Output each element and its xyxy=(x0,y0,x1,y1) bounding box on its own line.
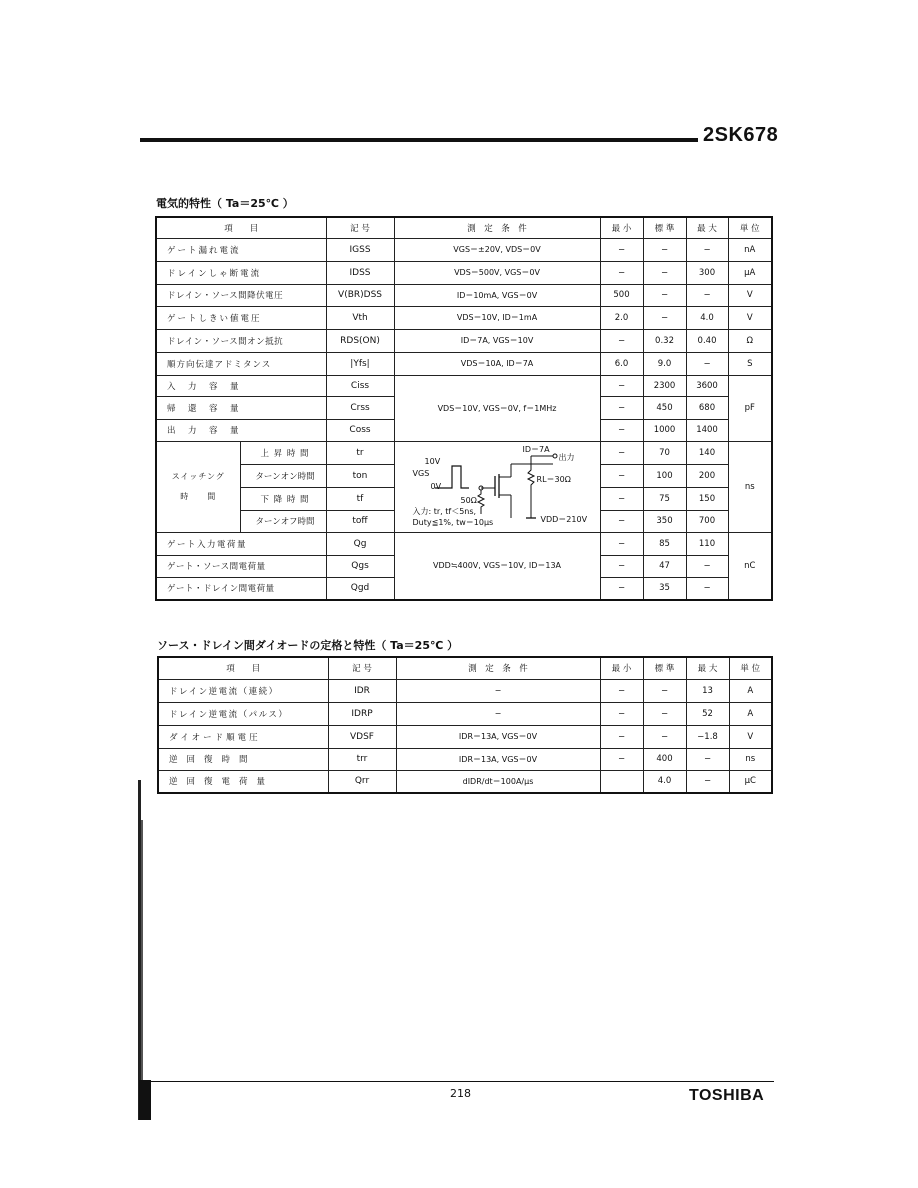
row-item: ドレイン・ソース間降伏電圧 xyxy=(156,284,326,306)
row-condition: ID＝10mA, VGS＝0V xyxy=(394,284,600,306)
row-typ: 70 xyxy=(643,441,686,464)
row-min: − xyxy=(600,679,643,702)
row-max: 4.0 xyxy=(686,306,728,329)
row-typ: 9.0 xyxy=(643,352,686,375)
row-item: ドレイン・ソース間オン抵抗 xyxy=(156,329,326,352)
row-typ: − xyxy=(643,679,686,702)
col-header-symbol: 記 号 xyxy=(328,657,396,679)
row-item: 出 力 容 量 xyxy=(156,419,326,441)
row-min: − xyxy=(600,375,643,396)
row-min: − xyxy=(600,464,643,487)
table-row xyxy=(158,725,772,748)
row-symbol: Crss xyxy=(326,396,394,419)
col-header-item: 項 目 xyxy=(158,657,328,679)
row-typ: − xyxy=(643,725,686,748)
row-min: − xyxy=(600,396,643,419)
row-item: ゲート・ドレイン間電荷量 xyxy=(156,577,326,600)
capacitance-unit: pF xyxy=(728,375,772,441)
row-typ: − xyxy=(643,702,686,725)
row-unit: V xyxy=(728,306,772,329)
row-item: 入 力 容 量 xyxy=(156,375,326,396)
load-resistance-label: RL＝30Ω xyxy=(536,474,571,484)
duty-label: Duty≦1%, tw＝10μs xyxy=(412,517,494,527)
row-min: − xyxy=(600,702,643,725)
row-max: 52 xyxy=(686,702,729,725)
row-min: − xyxy=(600,725,643,748)
row-min xyxy=(600,770,643,793)
row-unit: μC xyxy=(729,770,772,793)
row-symbol: V(BR)DSS xyxy=(326,284,394,306)
row-item: 下 降 時 間 xyxy=(240,487,326,510)
row-unit: μA xyxy=(728,261,772,284)
row-symbol: ton xyxy=(326,464,394,487)
table-row xyxy=(158,748,772,770)
row-max: − xyxy=(686,577,728,600)
col-header-unit: 単 位 xyxy=(729,657,772,679)
row-condition: ID＝7A, VGS＝10V xyxy=(394,329,600,352)
charge-unit: nC xyxy=(728,532,772,600)
supply-voltage-label: VDD＝210V xyxy=(540,514,588,524)
row-min: − xyxy=(600,577,643,600)
row-condition: VDS＝500V, VGS＝0V xyxy=(394,261,600,284)
row-condition: dIDR/dt＝100A/μs xyxy=(396,770,600,793)
col-header-item: 項 目 xyxy=(156,217,326,238)
row-symbol: Qrr xyxy=(328,770,396,793)
row-typ: 0.32 xyxy=(643,329,686,352)
row-condition: VGS＝±20V, VDS＝0V xyxy=(394,238,600,261)
row-unit: S xyxy=(728,352,772,375)
table-row xyxy=(156,375,772,396)
row-typ: − xyxy=(643,284,686,306)
row-min: − xyxy=(600,238,643,261)
row-item: ターンオフ時間 xyxy=(240,510,326,532)
row-unit: Ω xyxy=(728,329,772,352)
table-row xyxy=(156,261,772,284)
row-symbol: toff xyxy=(326,510,394,532)
table-row xyxy=(156,284,772,306)
row-symbol: IDSS xyxy=(326,261,394,284)
row-symbol: Qgd xyxy=(326,577,394,600)
row-max: 3600 xyxy=(686,375,728,396)
row-max: 700 xyxy=(686,510,728,532)
row-typ: 4.0 xyxy=(643,770,686,793)
row-min: 2.0 xyxy=(600,306,643,329)
row-typ: 85 xyxy=(643,532,686,555)
output-label: 出力 xyxy=(558,452,575,462)
row-max: 680 xyxy=(686,396,728,419)
row-condition: VDS＝10V, ID＝1mA xyxy=(394,306,600,329)
row-typ: 100 xyxy=(643,464,686,487)
circuit-diagram xyxy=(395,444,600,530)
row-item: ゲート漏れ電流 xyxy=(156,238,326,261)
row-max: 1400 xyxy=(686,419,728,441)
row-max: − xyxy=(686,284,728,306)
row-symbol: VDSF xyxy=(328,725,396,748)
gate-resistance-label: 50Ω xyxy=(460,495,477,505)
load-resistor xyxy=(528,464,534,492)
table-row xyxy=(158,679,772,702)
col-header-max: 最 大 xyxy=(686,657,729,679)
row-typ: 400 xyxy=(643,748,686,770)
col-header-max: 最 大 xyxy=(686,217,728,238)
switching-test-circuit xyxy=(394,441,600,532)
part-number: 2SK678 xyxy=(703,124,779,146)
row-max: − xyxy=(686,238,728,261)
row-typ: 350 xyxy=(643,510,686,532)
row-item: ドレイン逆電流（パルス） xyxy=(158,702,328,725)
row-max: 140 xyxy=(686,441,728,464)
col-header-unit: 単 位 xyxy=(728,217,772,238)
header-rule xyxy=(140,138,698,142)
row-item: 帰 還 容 量 xyxy=(156,396,326,419)
col-header-condition: 測 定 条 件 xyxy=(396,657,600,679)
row-item: ドレインしゃ断電流 xyxy=(156,261,326,284)
row-item: ドレイン逆電流（連続） xyxy=(158,679,328,702)
output-node xyxy=(553,454,557,458)
row-max: − xyxy=(686,352,728,375)
brand-logo: TOSHIBA xyxy=(689,1087,765,1104)
row-item: 逆回復時間 xyxy=(158,748,328,770)
row-condition: − xyxy=(396,679,600,702)
row-min: 500 xyxy=(600,284,643,306)
switching-group-label xyxy=(156,441,240,532)
pulse-low-label: 0V xyxy=(430,481,442,491)
row-typ: 2300 xyxy=(643,375,686,396)
col-header-condition: 測 定 条 件 xyxy=(394,217,600,238)
resistor-50-ohm xyxy=(478,490,484,514)
row-min: − xyxy=(600,510,643,532)
switching-label-line1: スイッチング xyxy=(171,471,225,481)
row-max: 300 xyxy=(686,261,728,284)
row-symbol: RDS(ON) xyxy=(326,329,394,352)
row-symbol: |Yfs| xyxy=(326,352,394,375)
col-header-typ: 標 準 xyxy=(643,657,686,679)
row-min: 6.0 xyxy=(600,352,643,375)
input-condition-label: 入力: tr, tf＜5ns, xyxy=(412,506,477,516)
row-max: − xyxy=(686,555,728,577)
row-min: − xyxy=(600,441,643,464)
section-title-diode: ソース・ドレイン間ダイオードの定格と特性（ Ta＝25℃ ） xyxy=(157,639,459,652)
row-typ: − xyxy=(643,306,686,329)
row-max: − xyxy=(686,748,729,770)
row-unit: A xyxy=(729,702,772,725)
row-max: 13 xyxy=(686,679,729,702)
row-max: 150 xyxy=(686,487,728,510)
row-item: ゲート入力電荷量 xyxy=(156,532,326,555)
row-symbol: IGSS xyxy=(326,238,394,261)
electrical-characteristics-table xyxy=(155,216,773,601)
page-number: 218 xyxy=(450,1087,471,1100)
pulse-high-label: 10V xyxy=(424,456,441,466)
row-min: − xyxy=(600,487,643,510)
row-item: 上 昇 時 間 xyxy=(240,441,326,464)
table-row xyxy=(158,770,772,793)
row-symbol: tf xyxy=(326,487,394,510)
footer-rule xyxy=(142,1081,774,1082)
row-item: ターンオン時間 xyxy=(240,464,326,487)
row-condition: IDR＝13A, VGS＝0V xyxy=(396,748,600,770)
row-symbol: IDR xyxy=(328,679,396,702)
col-header-min: 最 小 xyxy=(600,217,643,238)
row-typ: − xyxy=(643,261,686,284)
switching-unit: ns xyxy=(728,441,772,532)
row-item: 逆回復電荷量 xyxy=(158,770,328,793)
row-item: ゲートしきい値電圧 xyxy=(156,306,326,329)
row-symbol: Qg xyxy=(326,532,394,555)
row-condition: − xyxy=(396,702,600,725)
row-unit: ns xyxy=(729,748,772,770)
row-min: − xyxy=(600,555,643,577)
vgs-label: VGS xyxy=(412,468,430,478)
row-typ: 35 xyxy=(643,577,686,600)
switching-label-line2: 時 間 xyxy=(180,491,217,501)
row-symbol: trr xyxy=(328,748,396,770)
row-item: ゲート・ソース間電荷量 xyxy=(156,555,326,577)
row-symbol: IDRP xyxy=(328,702,396,725)
col-header-min: 最 小 xyxy=(600,657,643,679)
col-header-typ: 標 準 xyxy=(643,217,686,238)
row-min: − xyxy=(600,532,643,555)
row-min: − xyxy=(600,261,643,284)
table-row xyxy=(156,306,772,329)
table-row xyxy=(156,352,772,375)
row-unit: V xyxy=(728,284,772,306)
row-max: 0.40 xyxy=(686,329,728,352)
row-symbol: Qgs xyxy=(326,555,394,577)
row-condition: VDS＝10A, ID＝7A xyxy=(394,352,600,375)
charge-condition: VDD≒400V, VGS＝10V, ID＝13A xyxy=(394,532,600,600)
row-unit: V xyxy=(729,725,772,748)
row-typ: 47 xyxy=(643,555,686,577)
row-max: − xyxy=(686,770,729,793)
scan-binding-edge xyxy=(138,780,152,1120)
row-unit: nA xyxy=(728,238,772,261)
table-header-row xyxy=(158,657,772,679)
row-max: 200 xyxy=(686,464,728,487)
row-min: − xyxy=(600,329,643,352)
table-row xyxy=(158,702,772,725)
table-row xyxy=(156,532,772,555)
table-row xyxy=(156,238,772,261)
section-title-electrical: 電気的特性（ Ta＝25℃ ） xyxy=(156,197,294,210)
col-header-symbol: 記 号 xyxy=(326,217,394,238)
row-typ: − xyxy=(643,238,686,261)
row-condition: IDR＝13A, VGS＝0V xyxy=(396,725,600,748)
row-item: 順方向伝達アドミタンス xyxy=(156,352,326,375)
row-unit: A xyxy=(729,679,772,702)
row-min: − xyxy=(600,748,643,770)
row-max: −1.8 xyxy=(686,725,729,748)
row-symbol: tr xyxy=(326,441,394,464)
diode-characteristics-table xyxy=(157,656,773,794)
row-max: 110 xyxy=(686,532,728,555)
table-row xyxy=(156,329,772,352)
row-symbol: Vth xyxy=(326,306,394,329)
row-typ: 1000 xyxy=(643,419,686,441)
drain-current-label: ID＝7A xyxy=(522,444,550,454)
capacitance-condition: VDS＝10V, VGS＝0V, f＝1MHz xyxy=(394,375,600,441)
table-row xyxy=(156,441,772,464)
row-typ: 450 xyxy=(643,396,686,419)
table-header-row xyxy=(156,217,772,238)
row-item: ダイオード順電圧 xyxy=(158,725,328,748)
row-symbol: Ciss xyxy=(326,375,394,396)
row-typ: 75 xyxy=(643,487,686,510)
row-symbol: Coss xyxy=(326,419,394,441)
row-min: − xyxy=(600,419,643,441)
